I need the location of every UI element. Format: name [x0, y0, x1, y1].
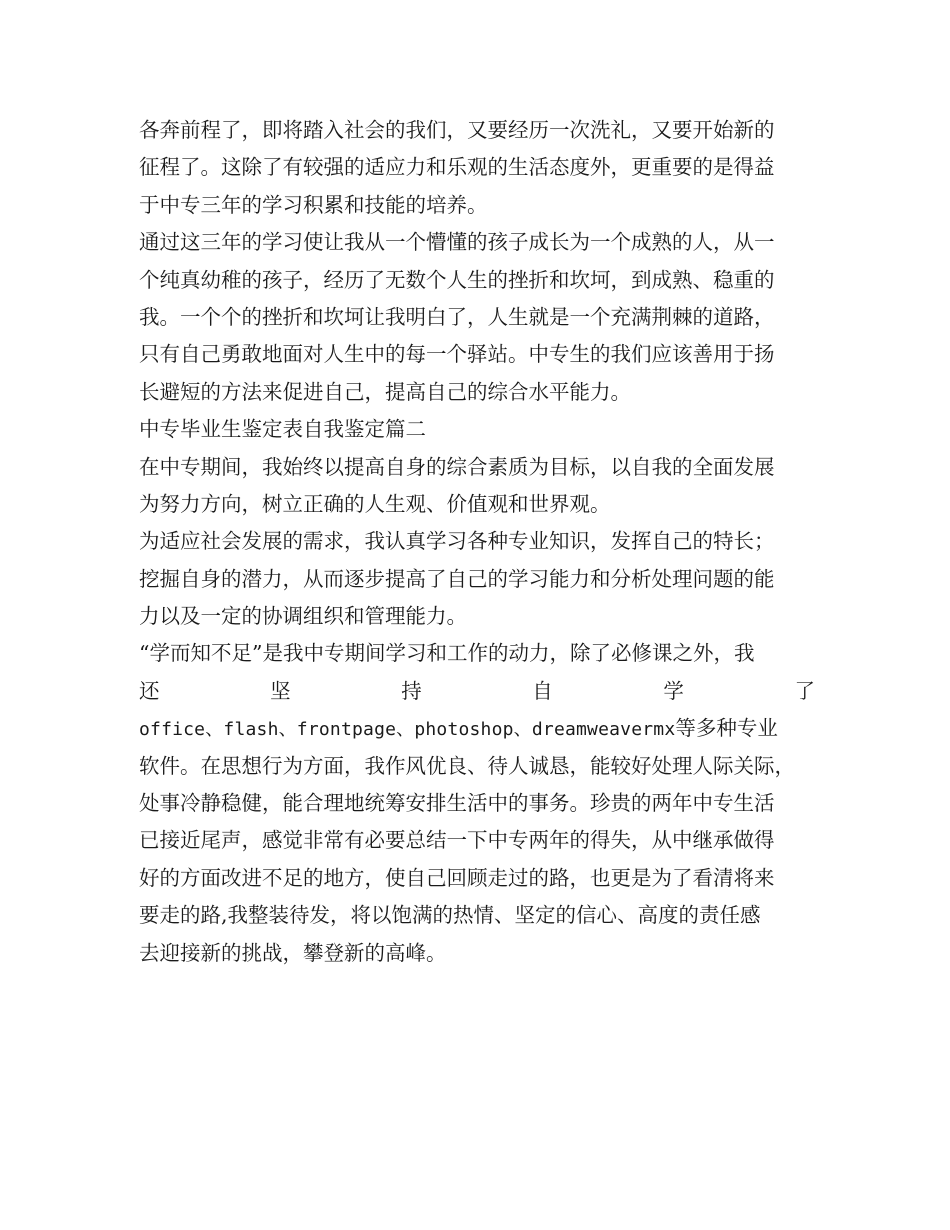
spread-char: 持 [401, 678, 422, 703]
text-line: “学而知不足”是我中专期间学习和工作的动力，除了必修课之外，我 [139, 641, 755, 666]
spread-char: 坚 [270, 678, 291, 703]
text-line: 长避短的方法来促进自己，提高自己的综合水平能力。 [139, 379, 631, 404]
text-line: 已接近尾声，感觉非常有必要总结一下中专两年的得失，从中继承做得 [139, 828, 775, 853]
text-line: 要走的路,我整装待发，将以饱满的热情、坚定的信心、高度的责任感 [139, 903, 761, 928]
text-line: 我。一个个的挫折和坎坷让我明白了，人生就是一个充满荆棘的道路， [139, 304, 775, 329]
software-suffix: 等多种专业 [675, 716, 778, 741]
document-body [139, 112, 815, 972]
text-line: 为适应社会发展的需求，我认真学习各种专业知识，发挥自己的特长； [139, 529, 775, 554]
spread-char: 了 [794, 678, 815, 703]
text-line: 各奔前程了，即将踏入社会的我们，又要经历一次洗礼，又要开始新的 [139, 118, 775, 142]
spread-char: 还 [139, 678, 160, 703]
text-line: 处事冷静稳健，能合理地统筹安排生活中的事务。珍贵的两年中专生活 [139, 791, 775, 816]
text-line: 于中专三年的学习积累和技能的培养。 [139, 192, 488, 217]
text-line: 力以及一定的协调组织和管理能力。 [139, 604, 467, 629]
text-line: 挖掘自身的潜力，从而逐步提高了自己的学习能力和分析处理问题的能 [139, 566, 775, 591]
text-line: 为努力方向，树立正确的人生观、价值观和世界观。 [139, 491, 611, 516]
justified-line [139, 673, 815, 710]
text-line: 好的方面改进不足的地方，使自己回顾走过的路，也更是为了看清将来 [139, 865, 775, 890]
software-list-line [139, 710, 815, 747]
text-line: 通过这三年的学习使让我从一个懵懂的孩子成长为一个成熟的人，从一 [139, 230, 775, 255]
software-names: office、flash、frontpage、photoshop、dreamweavermx [139, 719, 676, 741]
spread-char: 学 [663, 678, 684, 703]
text-line: 软件。在思想行为方面，我作风优良、待人诚恳，能较好处理人际关际， [139, 753, 795, 778]
text-line: 在中专期间，我始终以提高自身的综合素质为目标，以自我的全面发展 [139, 454, 775, 479]
text-line: 个纯真幼稚的孩子，经历了无数个人生的挫折和坎坷，到成熟、稳重的 [139, 267, 775, 292]
text-line: 去迎接新的挑战，攀登新的高峰。 [139, 940, 447, 965]
section-heading: 中专毕业生鉴定表自我鉴定篇二 [139, 417, 426, 442]
spread-char: 自 [532, 678, 553, 703]
text-line: 只有自己勇敢地面对人生中的每一个驿站。中专生的我们应该善用于扬 [139, 342, 775, 367]
text-line: 征程了。这除了有较强的适应力和乐观的生活态度外，更重要的是得益 [139, 155, 775, 180]
